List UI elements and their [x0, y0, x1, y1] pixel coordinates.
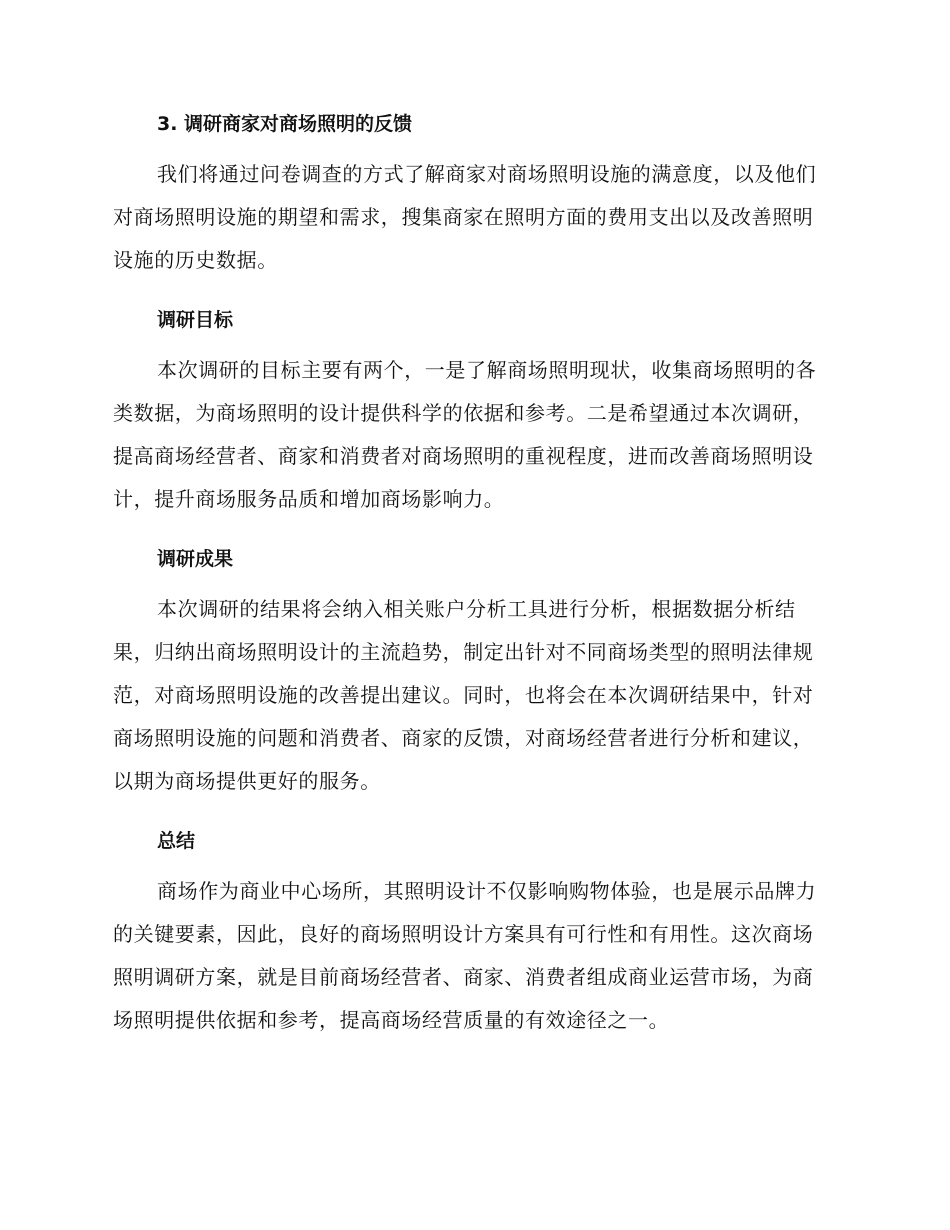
section-paragraph: 本次调研的结果将会纳入相关账户分析工具进行分析，根据数据分析结果，归纳出商场照明设计的主流趋势，制定出针对不同商场类型的照明法律规范，对商场照明设施的改善提出建议。同时，也将会在本次调研结果中，针对商场照明设施的问题和消费者、商家的反馈，对商场经营者进行分析和建议，以期为商场提供更好的服务。 [113, 597, 814, 793]
section-summary [113, 827, 832, 1042]
section-paragraph: 本次调研的目标主要有两个，一是了解商场照明现状，收集商场照明的各类数据，为商场照明的设计提供科学的依据和参考。二是希望通过本次调研，提高商场经营者、商家和消费者对商场照明的重视程度，进而改善商场照明设计，提升商场服务品质和增加商场影响力。 [113, 358, 817, 511]
section-heading: 总结 [157, 830, 196, 852]
section-merchant-feedback [113, 110, 832, 282]
section-paragraph: 我们将通过问卷调查的方式了解商家对商场照明设施的满意度，以及他们对商场照明设施的期望和需求，搜集商家在照明方面的费用支出以及改善照明设施的历史数据。 [113, 162, 817, 272]
section-heading: 调研目标 [157, 309, 234, 331]
section-paragraph: 商场作为商业中心场所，其照明设计不仅影响购物体验，也是展示品牌力的关键要素，因此，良好的商场照明设计方案具有可行性和有用性。这次商场照明调研方案，就是目前商场经营者、商家、消费者组成商业运营市场，为商场照明提供依据和参考，提高商场经营质量的有效途径之一。 [113, 879, 817, 1032]
section-research-results [113, 545, 832, 803]
section-heading: 3. 调研商家对商场照明的反馈 [157, 113, 413, 135]
section-heading: 调研成果 [157, 548, 234, 570]
section-research-goals [113, 306, 832, 521]
